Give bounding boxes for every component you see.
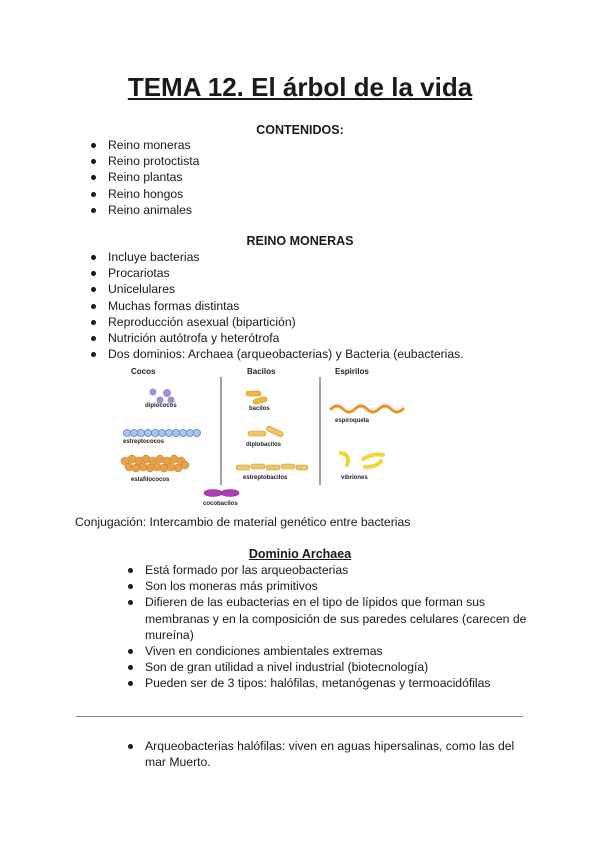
moneras-heading: REINO MONERAS	[246, 234, 354, 248]
contents-heading: CONTENIDOS:	[256, 123, 344, 137]
diplobacilos-label: diplobacilos	[246, 442, 282, 448]
list-item: Muchas formas distintas	[89, 298, 464, 314]
list-item: Arqueobacterias halófilas: viven en aguas hipersalinas, como las del mar Muerto.	[126, 738, 526, 770]
list-item: Unicelulares	[89, 281, 464, 297]
contents-list	[89, 137, 199, 218]
espirilos-label: Espirilos	[335, 367, 369, 376]
list-item: Está formado por las arqueobacterias	[126, 562, 528, 578]
bacilos-shape	[246, 391, 268, 405]
cocos-label: Cocos	[131, 367, 156, 376]
cocobacilos-label: cocobacilos	[203, 501, 238, 507]
list-item: Reino animales	[89, 202, 199, 218]
bacteria-illustration	[115, 363, 415, 513]
list-item: Reino protoctista	[89, 153, 199, 169]
estreptococos-label: estreptococos	[123, 439, 165, 445]
list-item: Procariotas	[89, 265, 464, 281]
list-item: Reino hongos	[89, 186, 199, 202]
archaea-heading: Dominio Archaea	[248, 547, 352, 561]
section-divider	[76, 716, 523, 717]
list-item: Son los moneras más primitivos	[126, 578, 528, 594]
estreptobacilos-label: estreptobacilos	[243, 475, 288, 481]
bacteria-shapes-figure	[115, 363, 415, 513]
estreptobacilos-shape	[236, 464, 308, 470]
list-item: Dos dominios: Archaea (arqueobacterias) y Bacteria (eubacterias.	[89, 346, 464, 362]
estafilococos-label: estafilococos	[131, 477, 170, 483]
archaea-list	[126, 562, 528, 692]
page-title: TEMA 12. El árbol de la vida	[127, 72, 473, 102]
list-item: Reproducción asexual (bipartición)	[89, 314, 464, 330]
cocobacilos-shape	[204, 490, 239, 497]
halofilas-list	[126, 738, 526, 770]
list-item: Son de gran utilidad a nivel industrial (biotecnología)	[126, 659, 528, 675]
espiroqueta-shape	[331, 406, 403, 412]
diplobacilos-shape	[248, 425, 284, 437]
list-item: Reino moneras	[89, 137, 199, 153]
diplococos-shape	[150, 389, 175, 404]
conjugacion-text: Conjugación: Intercambio de material genético entre bacterias	[75, 515, 411, 529]
list-item: Reino plantas	[89, 169, 199, 185]
bacilos-label: Bacilos	[247, 367, 276, 376]
list-item: Nutrición autótrofa y heterótrofa	[89, 330, 464, 346]
list-item: Difieren de las eubacterias en el tipo de lípidos que forman sus membranas y en la composición de sus paredes celulares (carecen de mureína)	[126, 594, 528, 643]
moneras-list	[89, 249, 464, 362]
estafilococos-shape	[121, 455, 189, 472]
vibriones-label: vibriones	[341, 475, 368, 481]
espiroqueta-label: espiroqueta	[335, 418, 370, 424]
bacilos-shape-label: bacilos	[249, 406, 270, 412]
estreptococos-shape	[123, 429, 200, 436]
list-item: Viven en condiciones ambientales extremas	[126, 643, 528, 659]
list-item: Incluye bacterias	[89, 249, 464, 265]
list-item: Pueden ser de 3 tipos: halófilas, metanógenas y termoacidófilas	[126, 675, 528, 691]
vibriones-shape	[341, 453, 383, 467]
diplococos-label: diplococos	[145, 403, 177, 409]
